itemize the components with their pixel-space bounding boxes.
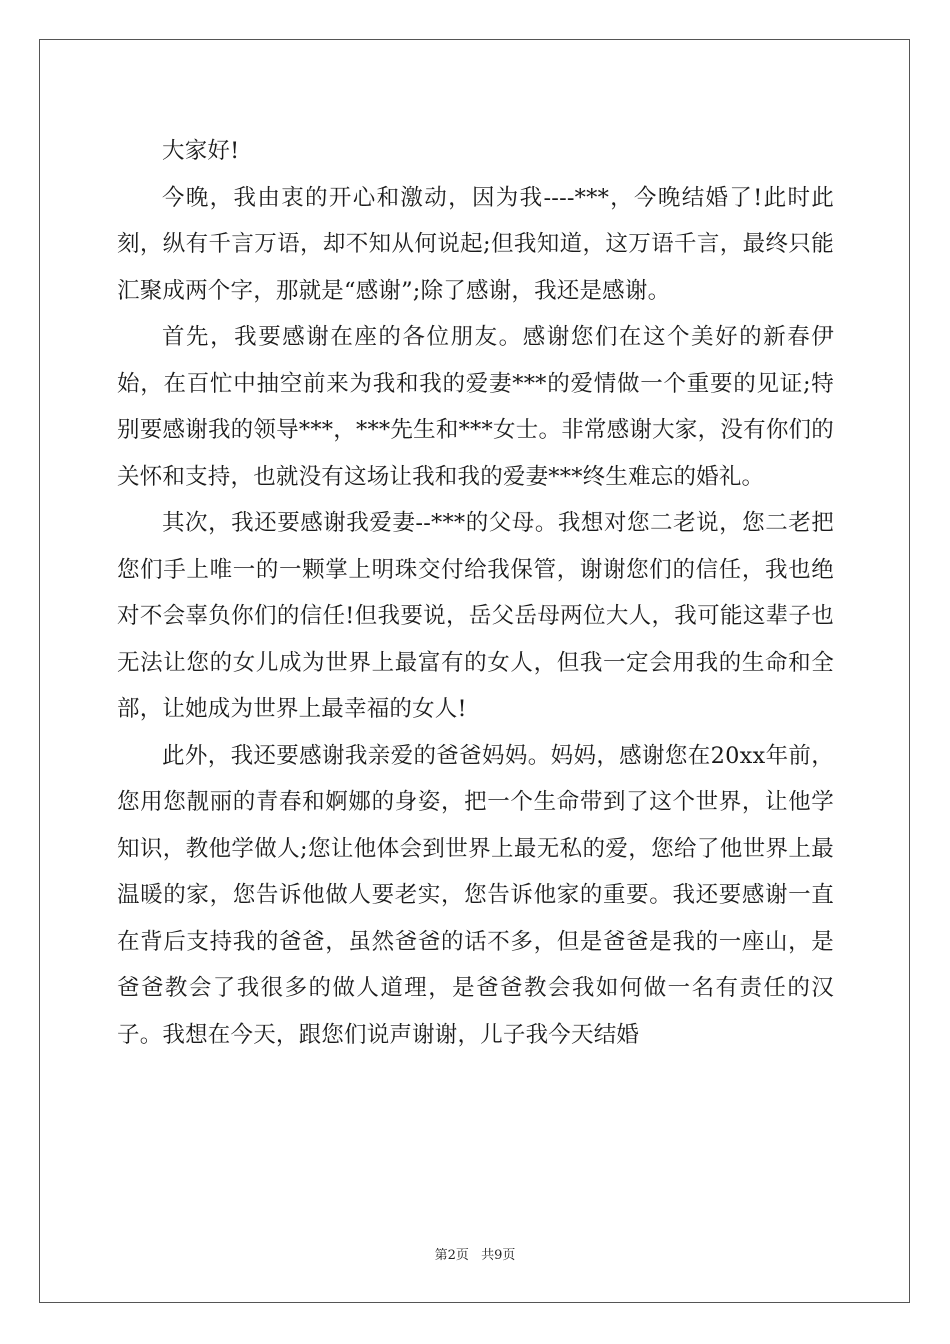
page-number: 第2页 (434, 1248, 469, 1263)
page-total: 共9页 (481, 1248, 516, 1263)
paragraph-thanks-in-laws: 其次，我还要感谢我爱妻--***的父母。我想对您二老说，您二老把您们手上唯一的一颗掌上明珠交付给我保管，谢谢您们的信任，我也绝对不会辜负你们的信任!但我要说，岳父岳母两位大人，我可能这辈子也无法让您的女儿成为世界上最富有的女人，但我一定会用我的生命和全部，让她成为世界上最幸福的女人! (117, 510, 834, 722)
document-body (117, 128, 834, 1058)
paragraph-intro: 今晚，我由衷的开心和激动，因为我----***，今晚结婚了!此时此刻，纵有千言万语，却不知从何说起;但我知道，这万语千言，最终只能汇聚成两个字，那就是“感谢”;除了感谢，我还是感谢。 (117, 184, 834, 304)
paragraph-thanks-friends: 首先，我要感谢在座的各位朋友。感谢您们在这个美好的新春伊始，在百忙中抽空前来为我和我的爱妻***的爱情做一个重要的见证;特别要感谢我的领导***，***先生和***女士。非常感谢大家，没有你们的关怀和支持，也就没有这场让我和我的爱妻***终生难忘的婚礼。 (117, 324, 834, 490)
paragraph-greeting: 大家好! (162, 138, 240, 164)
page-footer (0, 1246, 950, 1266)
paragraph-thanks-parents: 此外，我还要感谢我亲爱的爸爸妈妈。妈妈，感谢您在20xx年前，您用您靓丽的青春和婀娜的身姿，把一个生命带到了这个世界，让他学知识，教他学做人;您让他体会到世界上最无私的爱，您给了他世界上最温暖的家，您告诉他做人要老实，您告诉他家的重要。我还要感谢一直在背后支持我的爸爸，虽然爸爸的话不多，但是爸爸是我的一座山，是爸爸教会了我很多的做人道理，是爸爸教会我如何做一名有责任的汉子。我想在今天，跟您们说声谢谢，儿子我今天结婚 (117, 742, 834, 1048)
